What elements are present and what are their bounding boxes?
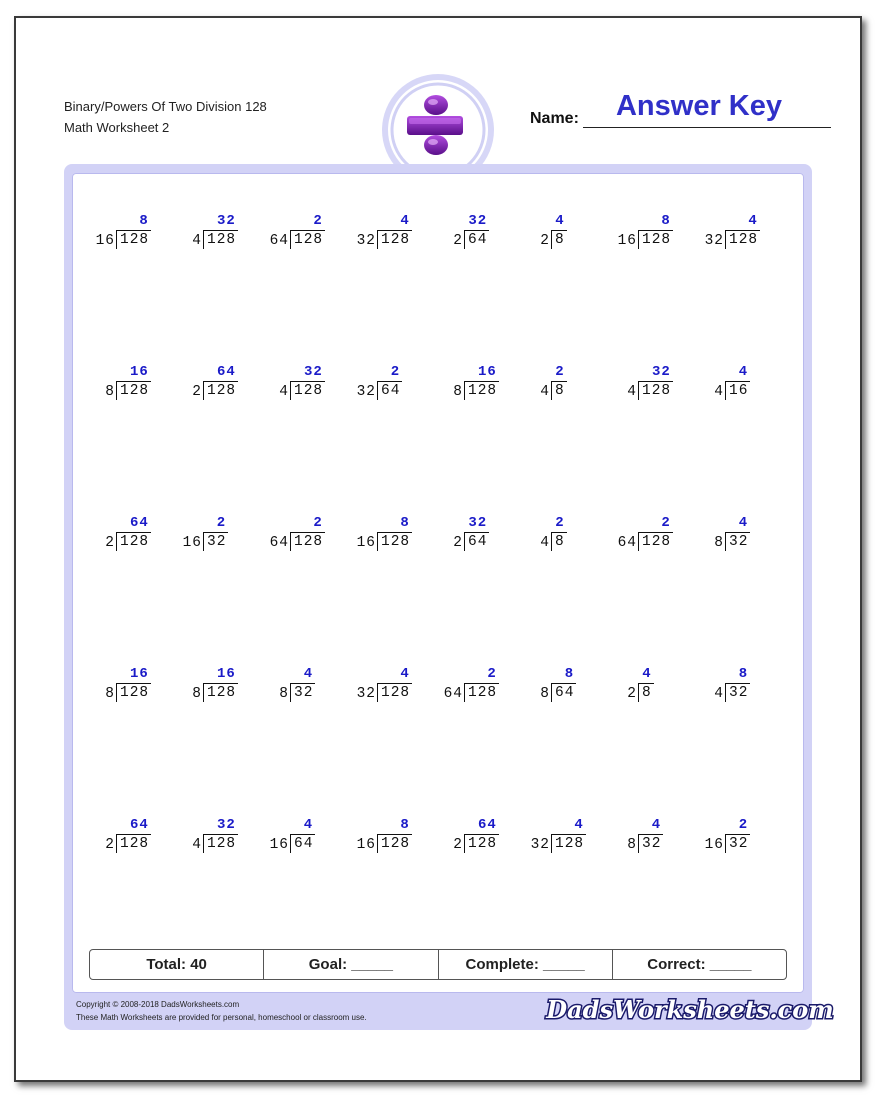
divisor: 16 bbox=[95, 233, 115, 249]
divisor: 2 bbox=[192, 384, 202, 400]
division-problem bbox=[434, 213, 522, 257]
quotient-answer: 64 bbox=[130, 515, 149, 531]
dividend: 8 bbox=[551, 532, 567, 551]
divisor: 2 bbox=[627, 686, 637, 702]
dividend: 128 bbox=[464, 381, 499, 400]
divisor: 4 bbox=[192, 837, 202, 853]
quotient-answer: 8 bbox=[400, 515, 410, 531]
goal-cell[interactable]: Goal: _____ bbox=[264, 950, 438, 979]
division-problem bbox=[521, 213, 609, 257]
dividend: 64 bbox=[377, 381, 402, 400]
quotient-answer: 16 bbox=[478, 364, 497, 380]
divisor: 64 bbox=[269, 233, 289, 249]
divisor: 8 bbox=[540, 686, 550, 702]
division-problem bbox=[347, 515, 435, 559]
divisor: 8 bbox=[105, 686, 115, 702]
division-problem bbox=[173, 515, 261, 559]
quotient-answer: 32 bbox=[468, 213, 488, 229]
quotient-answer: 64 bbox=[217, 364, 236, 380]
quotient-answer: 4 bbox=[738, 364, 749, 380]
dividend: 64 bbox=[290, 834, 315, 853]
divisor: 16 bbox=[356, 535, 376, 551]
divisor: 16 bbox=[617, 233, 637, 249]
divisor: 4 bbox=[540, 535, 550, 551]
divisor: 4 bbox=[714, 686, 724, 702]
dividend: 128 bbox=[638, 381, 673, 400]
division-problem bbox=[608, 817, 696, 861]
division-problem bbox=[173, 213, 261, 257]
quotient-answer: 32 bbox=[468, 515, 488, 531]
division-problem bbox=[86, 817, 174, 861]
dividend: 128 bbox=[377, 834, 412, 853]
dividend: 128 bbox=[377, 532, 412, 551]
dividend: 128 bbox=[725, 230, 760, 249]
quotient-answer: 16 bbox=[130, 364, 149, 380]
divisor: 64 bbox=[443, 686, 463, 702]
divisor: 2 bbox=[453, 535, 463, 551]
quotient-answer: 4 bbox=[400, 666, 410, 682]
quotient-answer: 8 bbox=[661, 213, 671, 229]
quotient-answer: 64 bbox=[478, 817, 497, 833]
division-problem bbox=[608, 213, 696, 257]
dividend: 128 bbox=[290, 381, 325, 400]
divisor: 32 bbox=[530, 837, 550, 853]
divisor: 4 bbox=[540, 384, 550, 400]
quotient-answer: 4 bbox=[748, 213, 758, 229]
quotient-answer: 2 bbox=[216, 515, 227, 531]
divisor: 32 bbox=[356, 233, 376, 249]
division-problem bbox=[260, 817, 348, 861]
division-problem bbox=[521, 817, 609, 861]
quotient-answer: 2 bbox=[313, 213, 323, 229]
brand-text: DadsWorksheets.com bbox=[546, 995, 834, 1024]
dividend: 64 bbox=[464, 230, 489, 249]
division-problem bbox=[434, 817, 522, 861]
division-problem bbox=[608, 364, 696, 408]
dividend: 128 bbox=[290, 230, 325, 249]
score-bar bbox=[89, 949, 787, 980]
dividend: 64 bbox=[464, 532, 489, 551]
division-problem bbox=[173, 817, 261, 861]
total-cell: Total: 40 bbox=[90, 950, 264, 979]
name-label: Name: bbox=[530, 110, 579, 127]
divisor: 2 bbox=[105, 837, 115, 853]
name-field-line[interactable] bbox=[583, 127, 831, 128]
dividend: 128 bbox=[116, 683, 151, 702]
divisor: 4 bbox=[192, 233, 202, 249]
divisor: 4 bbox=[714, 384, 724, 400]
divisor: 8 bbox=[627, 837, 637, 853]
quotient-answer: 4 bbox=[738, 515, 749, 531]
quotient-answer: 8 bbox=[738, 666, 749, 682]
division-problem bbox=[173, 364, 261, 408]
division-problem bbox=[695, 364, 783, 408]
dividend: 8 bbox=[551, 381, 567, 400]
dividend: 128 bbox=[116, 532, 151, 551]
divisor: 4 bbox=[627, 384, 637, 400]
quotient-answer: 32 bbox=[652, 364, 671, 380]
divisor: 8 bbox=[279, 686, 289, 702]
dividend: 32 bbox=[203, 532, 228, 551]
divisor: 2 bbox=[105, 535, 115, 551]
quotient-answer: 4 bbox=[303, 817, 314, 833]
division-problem bbox=[608, 666, 696, 710]
division-problem bbox=[260, 515, 348, 559]
complete-cell[interactable]: Complete: _____ bbox=[439, 950, 613, 979]
dividend: 16 bbox=[725, 381, 750, 400]
title-line-1: Binary/Powers Of Two Division 128 bbox=[64, 99, 267, 114]
dividend: 128 bbox=[203, 381, 238, 400]
divisor: 4 bbox=[279, 384, 289, 400]
division-problem bbox=[434, 666, 522, 710]
division-problem bbox=[695, 213, 783, 257]
dividend: 128 bbox=[464, 834, 499, 853]
quotient-answer: 8 bbox=[400, 817, 410, 833]
dividend: 32 bbox=[725, 683, 750, 702]
division-problem bbox=[86, 213, 174, 257]
quotient-answer: 4 bbox=[642, 666, 652, 682]
quotient-answer: 64 bbox=[130, 817, 149, 833]
dividend: 128 bbox=[203, 683, 238, 702]
quotient-answer: 32 bbox=[217, 213, 236, 229]
quotient-answer: 32 bbox=[217, 817, 236, 833]
correct-cell[interactable]: Correct: _____ bbox=[647, 956, 752, 973]
divisor: 2 bbox=[453, 837, 463, 853]
quotient-answer: 8 bbox=[564, 666, 575, 682]
division-problem bbox=[608, 515, 696, 559]
division-problem bbox=[347, 666, 435, 710]
quotient-answer: 16 bbox=[217, 666, 236, 682]
quotient-answer: 16 bbox=[130, 666, 149, 682]
divisor: 32 bbox=[704, 233, 724, 249]
divisor: 64 bbox=[617, 535, 637, 551]
division-problem bbox=[347, 364, 435, 408]
quotient-answer: 4 bbox=[400, 213, 410, 229]
division-problem bbox=[695, 666, 783, 710]
quotient-answer: 4 bbox=[651, 817, 662, 833]
problem-grid bbox=[72, 173, 804, 943]
division-problem bbox=[347, 817, 435, 861]
dividend: 128 bbox=[116, 834, 151, 853]
dividend: 128 bbox=[203, 834, 238, 853]
dividend: 128 bbox=[116, 381, 151, 400]
dividend: 128 bbox=[203, 230, 238, 249]
dadsworksheets-logo[interactable] bbox=[546, 992, 834, 1026]
division-problem bbox=[695, 817, 783, 861]
divisor: 16 bbox=[704, 837, 724, 853]
divisor: 32 bbox=[356, 384, 376, 400]
quotient-answer: 2 bbox=[661, 515, 671, 531]
division-problem bbox=[347, 213, 435, 257]
quotient-answer: 2 bbox=[738, 817, 749, 833]
dividend: 128 bbox=[638, 230, 673, 249]
divisor: 16 bbox=[182, 535, 202, 551]
title-line-2: Math Worksheet 2 bbox=[64, 120, 170, 135]
quotient-answer: 4 bbox=[303, 666, 314, 682]
division-problem bbox=[434, 515, 522, 559]
dividend: 128 bbox=[377, 683, 412, 702]
divisor: 16 bbox=[356, 837, 376, 853]
answer-key-label: Answer Key bbox=[615, 90, 782, 122]
dividend: 128 bbox=[116, 230, 151, 249]
division-problem bbox=[260, 213, 348, 257]
division-problem bbox=[86, 666, 174, 710]
dividend: 128 bbox=[377, 230, 412, 249]
divisor: 64 bbox=[269, 535, 289, 551]
divisor: 2 bbox=[540, 233, 550, 249]
division-problem bbox=[260, 364, 348, 408]
dividend: 128 bbox=[638, 532, 673, 551]
division-problem bbox=[521, 666, 609, 710]
usage-text: These Math Worksheets are provided for personal, homeschool or classroom use. bbox=[76, 1013, 367, 1022]
dividend: 32 bbox=[638, 834, 663, 853]
dividend: 8 bbox=[638, 683, 654, 702]
dividend: 32 bbox=[725, 834, 750, 853]
worksheet-title bbox=[64, 96, 267, 138]
dividend: 128 bbox=[290, 532, 325, 551]
dividend: 64 bbox=[551, 683, 576, 702]
division-problem bbox=[434, 364, 522, 408]
division-problem bbox=[260, 666, 348, 710]
divisor: 2 bbox=[453, 233, 463, 249]
division-problem bbox=[521, 364, 609, 408]
division-problem bbox=[173, 666, 261, 710]
quotient-answer: 2 bbox=[313, 515, 323, 531]
quotient-answer: 2 bbox=[390, 364, 401, 380]
divisor: 8 bbox=[192, 686, 202, 702]
footer-text bbox=[76, 998, 367, 1024]
dividend: 128 bbox=[464, 683, 499, 702]
dividend: 32 bbox=[290, 683, 315, 702]
divisor: 16 bbox=[269, 837, 289, 853]
divisor: 8 bbox=[453, 384, 463, 400]
divisor: 32 bbox=[356, 686, 376, 702]
copyright-text: Copyright © 2008-2018 DadsWorksheets.com bbox=[76, 1000, 240, 1009]
quotient-answer: 4 bbox=[555, 213, 565, 229]
quotient-answer: 8 bbox=[139, 213, 149, 229]
quotient-answer: 2 bbox=[555, 364, 565, 380]
divisor: 8 bbox=[105, 384, 115, 400]
dividend: 128 bbox=[551, 834, 586, 853]
dividend: 8 bbox=[551, 230, 567, 249]
quotient-answer: 4 bbox=[574, 817, 584, 833]
division-problem bbox=[86, 515, 174, 559]
division-problem bbox=[521, 515, 609, 559]
quotient-answer: 32 bbox=[304, 364, 323, 380]
divisor: 8 bbox=[714, 535, 724, 551]
division-problem bbox=[86, 364, 174, 408]
division-problem bbox=[695, 515, 783, 559]
quotient-answer: 2 bbox=[555, 515, 565, 531]
dividend: 32 bbox=[725, 532, 750, 551]
quotient-answer: 2 bbox=[487, 666, 497, 682]
